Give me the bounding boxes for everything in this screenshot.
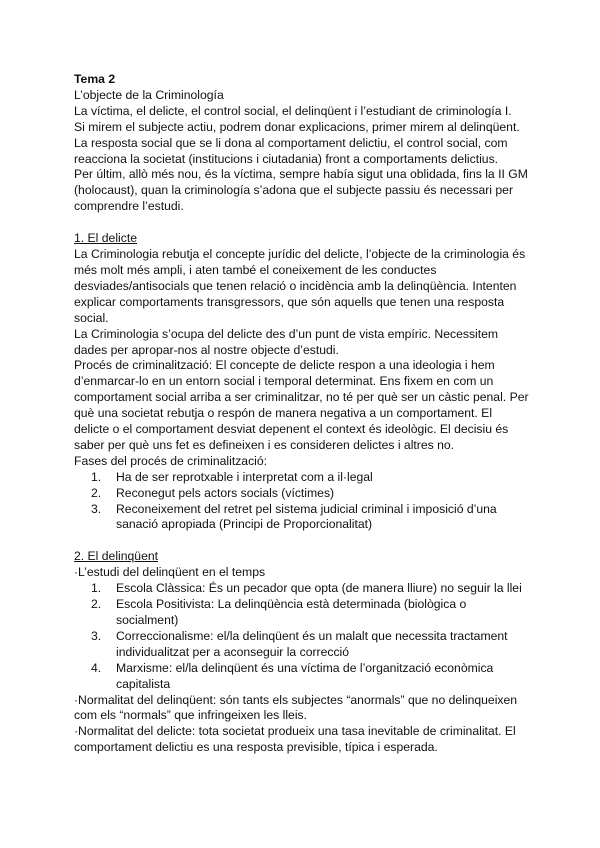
section-paragraph: ·Normalitat del delinqüent: són tants els subjectes “anormals” que no delinqueixen com els “normals” que infringeixen les lleis.	[74, 692, 518, 723]
spacer	[74, 215, 530, 231]
list-item-text: Escola Clàssica: És un pecador que opta (de manera lliure) no seguir la llei	[116, 581, 522, 596]
section-paragraph: ·Normalitat del delicte: tota societat produeix una tasa inevitable de criminalitat. El comportament delictiu es una resposta previsible, típica i esperada.	[74, 724, 516, 755]
list-item	[74, 486, 530, 502]
list-item-text: Correccionalisme: el/la delinqüent és un malalt que necessita tractament individualitzat per a aconseguir la correcció	[116, 628, 508, 659]
list-number: 1.	[91, 581, 102, 596]
schools-list	[74, 581, 530, 692]
list-item	[74, 581, 530, 597]
criminalization-phases-list	[74, 470, 530, 534]
list-item	[74, 629, 530, 661]
list-item	[74, 502, 530, 534]
list-item	[74, 597, 530, 629]
list-item	[74, 470, 530, 486]
section-heading-delicte: 1. El delicte	[74, 231, 138, 246]
intro-paragraph: La víctima, el delicte, el control social, el delinqüent i l’estudiant de criminología I.	[74, 103, 512, 118]
intro-paragraph: Per últim, allò més nou, és la víctima, sempre había sigut una oblidada, fins la II GM (holocaust), quan la criminología s’adona que el subjecte passiu és necessari per comprendre l’estudi.	[74, 167, 528, 214]
list-number: 1.	[91, 469, 102, 484]
spacer	[74, 533, 530, 549]
list-item-text: Ha de ser reprotxable i interpretat com a il·legal	[116, 469, 373, 484]
list-item-text: Marxisme: el/la delinqüent és una víctima de l’organització econòmica capitalista	[116, 660, 494, 691]
list-item-text: Escola Positivista: La delinqüència està determinada (biològica o socialment)	[116, 597, 467, 627]
list-number: 3.	[91, 628, 102, 643]
section-lead: ·L’estudi del delinqüent en el temps	[74, 565, 266, 580]
section-paragraph: Procés de criminalització: El concepte de delicte respon a una ideologia i hem d’enmarcar-lo en un entorn social i temporal determinat. Ens fixem en com un comportament social arriba a ser criminalitzar, no té per què ser un càstic penal. Per què una societat rebutja o respón de manera negativa a un comportament. El delicte o el comportament desviat depenent el context és ideològic. El decisiu és saber per què uns fet es defineixen i es consideren delictes i altres no.	[74, 358, 529, 452]
list-number: 2.	[91, 597, 102, 612]
document-page	[74, 72, 530, 756]
intro-paragraph: La resposta social que se li dona al comportament delictiu, el control social, com reacciona la societat (institucions i ciutadania) front a comportaments delictius.	[74, 135, 508, 166]
doc-title: Tema 2	[74, 72, 116, 86]
list-number: 3.	[91, 501, 102, 516]
section-paragraph: La Criminologia s’ocupa del delicte des d’un punt de vista empíric. Necessitem dades per apropar-nos al nostre objecte d’estudi.	[74, 326, 499, 357]
section-heading-delinquent: 2. El delinqüent	[74, 549, 159, 564]
intro-paragraph: Si mirem el subjecte actiu, podrem donar explicacions, primer mirem al delinqüent.	[74, 119, 520, 134]
section-paragraph: Fases del procés de criminalització:	[74, 453, 268, 468]
list-number: 2.	[91, 485, 102, 500]
list-item-text: Reconegut pels actors socials (víctimes)	[116, 485, 335, 500]
list-number: 4.	[91, 660, 102, 675]
list-item	[74, 661, 530, 693]
section-paragraph: La Criminologia rebutja el concepte jurídic del delicte, l’objecte de la criminologia és més molt més ampli, i aten també el coneixement de les conductes desviades/antisocials que tenen relació o incidència amb la delinqüència. Intenten explicar comportaments transgressors, que són aquells que tenen una resposta social.	[74, 247, 526, 325]
list-item-text: Reconeixement del retret pel sistema judicial criminal i imposició d’una sanació apropiada (Principi de Proporcionalitat)	[116, 501, 497, 532]
intro-paragraph: L’objecte de la Criminología	[74, 87, 224, 102]
